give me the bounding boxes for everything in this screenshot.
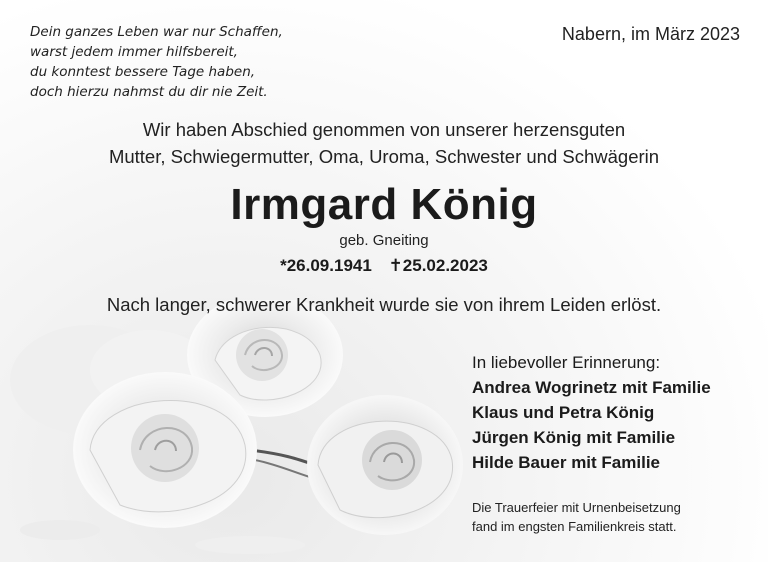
memory-heading: In liebevoller Erinnerung: [472, 353, 661, 372]
life-dates [0, 256, 768, 276]
poem-line: doch hierzu nahmst du dir nie Zeit. [30, 84, 268, 100]
death-date: ✝25.02.2023 [388, 256, 488, 275]
ceremony-line: Die Trauerfeier mit Urnenbeisetzung [472, 500, 681, 515]
mourner-entry: Jürgen König mit Familie [472, 428, 676, 447]
poem-line: Dein ganzes Leben war nur Schaffen, [30, 24, 283, 40]
ceremony-note [472, 498, 681, 536]
death-note: Nach langer, schwerer Krankheit wurde sie von ihrem Leiden erlöst. [106, 294, 662, 315]
intro-line: Wir haben Abschied genommen von unserer herzensguten [142, 119, 626, 140]
white-roses-illustration [0, 300, 470, 562]
mourner-entry: Hilde Bauer mit Familie [472, 453, 660, 472]
intro-text [0, 116, 768, 170]
deceased-name: Irmgard König [230, 180, 538, 229]
mourner-entry: Klaus und Petra König [472, 403, 655, 422]
poem-line: warst jedem immer hilfsbereit, [30, 44, 238, 60]
birth-name: geb. Gneiting [339, 232, 429, 249]
mourners-list [472, 350, 711, 475]
mourner-entry: Andrea Wogrinetz mit Familie [472, 378, 711, 397]
poem [30, 22, 283, 102]
ceremony-line: fand im engsten Familienkreis statt. [472, 519, 677, 534]
intro-line: Mutter, Schwiegermutter, Oma, Uroma, Schwester und Schwägerin [108, 146, 660, 167]
place-date: Nabern, im März 2023 [561, 24, 740, 44]
poem-line: du konntest bessere Tage haben, [30, 64, 256, 80]
birth-date: *26.09.1941 [280, 256, 372, 275]
